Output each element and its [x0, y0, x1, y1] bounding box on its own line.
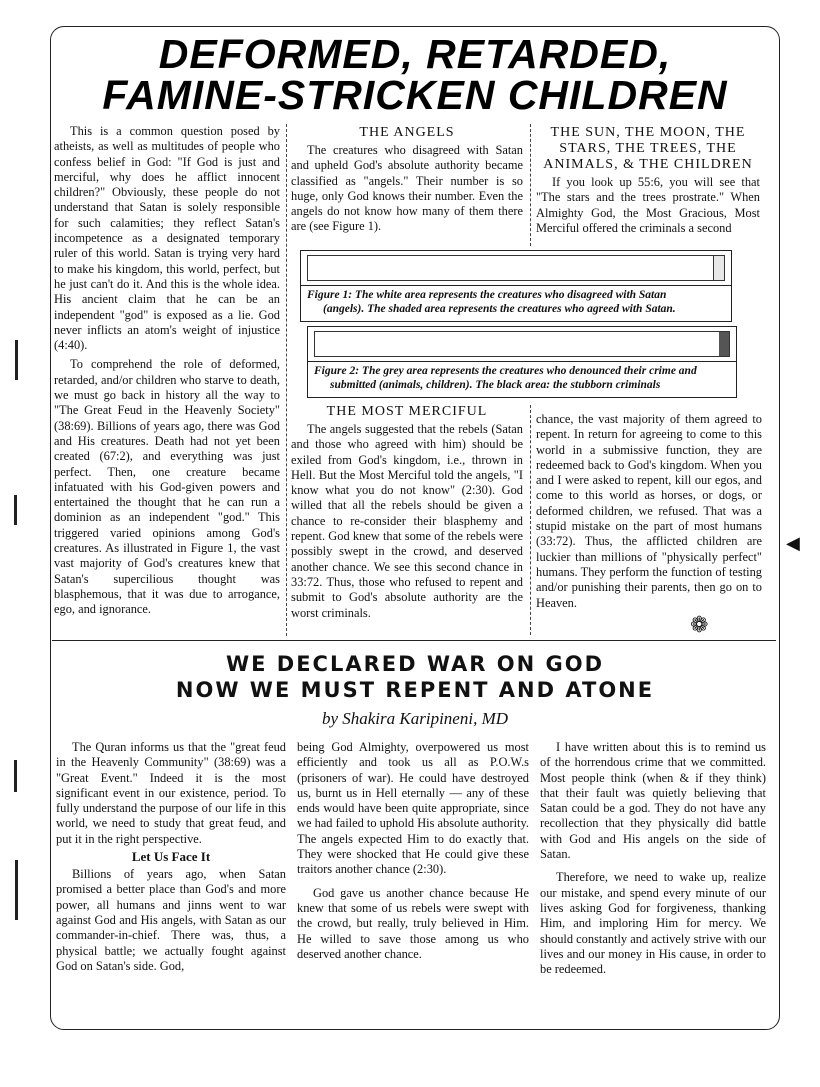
merciful-heading: THE MOST MERCIFUL	[326, 404, 488, 419]
sun-section	[536, 125, 760, 236]
scan-mark	[15, 340, 18, 380]
article-2-c2-p2: God gave us another chance because He knew that some of us rebels were swept with the crowd, but really, truly believed in Him. He willed to save those among us who deserved another chance.	[297, 885, 529, 961]
angels-heading: THE ANGELS	[359, 125, 455, 140]
article-2-title-line-1: WE DECLARED WAR ON GOD	[225, 652, 605, 676]
article-2-column-3	[540, 740, 766, 977]
chance-body: chance, the vast majority of them agreed to repent. In return for agreeing to come to this world in a submissive function, they are redeemed back to God's kingdom. When you and I were asked to repent, kill our egos, and come to this world as horses, or dogs, or deformed children, we refused. That was a stupid mistake on the part of most humans (33:72). Thus, the afflicted children are luckier than millions of "physically perfect" humans. They perform the function of testing and/or punishing their parents, then go on to Heaven.	[536, 412, 762, 610]
figure-2	[307, 326, 737, 398]
figure-1-bar	[307, 255, 725, 281]
page-title	[60, 31, 770, 118]
byline: by Shakira Karipineni, MD	[321, 709, 509, 728]
figure-2-bar	[314, 331, 730, 357]
column-separator	[530, 405, 531, 635]
figure-2-caption-line-2: submitted (animals, children). The black area: the stubborn criminals	[330, 379, 661, 391]
article-2-column-1	[56, 740, 286, 974]
arrow-marker-icon: ◀	[786, 533, 800, 553]
title-line-1: DEFORMED, RETARDED,	[158, 31, 672, 77]
scan-mark	[14, 760, 17, 792]
sun-heading: THE SUN, THE MOON, THE STARS, THE TREES, THE ANIMALS, & THE CHILDREN	[543, 125, 753, 172]
angels-body: The creatures who disagreed with Satan and upheld God's absolute authority became classified as "angels." Their number is so huge, only God knows their number. Even the angels do not know how many of them there are (see Figure 1).	[291, 143, 523, 234]
article-2-column-2	[297, 740, 529, 962]
column-separator	[530, 124, 531, 246]
figure-1-shaded-area	[713, 256, 724, 280]
figure-2-caption	[308, 361, 736, 395]
article-2-c1-p1: The Quran informs us that the "great feud in the Heavenly Community" (38:69) was a "Great Event." Indeed it is the most significant event in our existence, period. To fully understand the purpose of our life in this world, we need to study that great feud, and put it in the right perspective.	[56, 740, 286, 846]
section-divider	[52, 640, 776, 641]
article-2-c3-p1: I have written about this is to remind us of the horrendous crime that we committed. Most people think (when & if they think) that their fault was quietly believing that Satan could be a god. They do not have any recollection that they physically did battle with God and His angels on the side of Satan.	[540, 740, 766, 862]
figure-1-caption	[301, 285, 731, 319]
figure-1	[300, 250, 732, 322]
chance-section	[536, 412, 762, 611]
intro-paragraph-2: To comprehend the role of deformed, retarded, and/or children who starve to death, we must go back in history all the way to "The Great Feud in the Heavenly Society" (38:69). Billions of years ago, there was God and His creatures. Death had not yet been created (67:2), and everything was just perfect. Then, one creature became infatuated with his God-given powers and entertained the thought that he can run a dominion as an independent "god." This triggered varied opinions among God's creatures. As illustrated in Figure 1, the vast vast majority of God's creatures knew that Satan's supercilious thought was blasphemous, that it was due to arrogance, ego, and ignorance.	[54, 357, 280, 617]
scan-mark	[14, 495, 17, 525]
figure-2-caption-line-1: Figure 2: The grey area represents the creatures who denounced their crime and	[314, 365, 697, 377]
article-2-c2-p1: being God Almighty, overpowered us most efficiently and took us all as P.O.W.s (prisoners of war). He could have destroyed us, burnt us in Hell eternally — any of these ends would have been quite appropriate, since we had failed to uphold His absolute authority. The angels expected Him to do exactly that. They were shocked that He could give these traitors another chance (2:30).	[297, 740, 529, 877]
flower-ornament-icon: ❁	[690, 612, 709, 637]
article-2-title	[60, 651, 770, 703]
sun-body: If you look up 55:6, you will see that "The stars and the trees prostrate." When Almighty God, the Most Gracious, Most Merciful offered the criminals a second	[536, 175, 760, 235]
figure-1-caption-line-1: Figure 1: The white area represents the creatures who disagreed with Satan	[307, 289, 667, 301]
title-line-2: FAMINE-STRICKEN CHILDREN	[102, 72, 728, 118]
article-2-title-line-2: NOW WE MUST REPENT AND ATONE	[175, 678, 655, 702]
scan-mark	[15, 860, 18, 920]
figure-1-caption-line-2: (angels). The shaded area represents the creatures who agreed with Satan.	[323, 303, 676, 315]
column-separator	[286, 124, 287, 636]
subheading-let-us-face-it: Let Us Face It	[131, 849, 211, 865]
intro-paragraph-1: This is a common question posed by atheists, as well as multitudes of people who confess belief in God: "If God is just and merciful, why does he afflict innocent children?" Obviously, these people do not understand that Satan is solely responsible for such calamities; they reflect Satan's incompetence as a designated temporary ruler of this world. Satan is trying very hard to make his kingdom, this world, perfect, but he just can't do it. And this is the whole idea. His ancient claim that he can be an independent "god" is exposed as a lie. God never inflicts an atom's weight of injustice (4:40).	[54, 124, 280, 353]
merciful-body: The angels suggested that the rebels (Satan and those who agreed with him) should be exiled from God's kingdom, i.e., thrown in Hell. But the Most Merciful told the angels, "I know what you do not know" (2:30). God willed that all the rebels should be given a chance to re-consider their blasphemy and repent. God knew that some of the rebels were possibly swept in the crowd, and deserved another chance. We see this second chance in 33:72. Thus, those who refused to repent and submit to God's absolute authority are the worst criminals.	[291, 422, 523, 620]
angels-section	[291, 125, 523, 235]
figure-2-black-area	[719, 332, 729, 356]
merciful-section	[291, 404, 523, 621]
article-2-c1-p2: Billions of years ago, when Satan promised a better place than God's and more power, all humans and jinns went to war against God and His angels, with Satan as our commander-in-chief. There was, thus, a physical battle; we actually fought against God on Satan's side. God,	[56, 867, 286, 973]
intro-column	[54, 124, 280, 618]
article-2-c3-p2: Therefore, we need to wake up, realize our mistake, and spend every minute of our lives asking God for forgiveness, thanking Him, and imploring Him for mercy. We should constantly and actively strive with our lives and our money in His cause, in order to be redeemed.	[540, 870, 766, 977]
